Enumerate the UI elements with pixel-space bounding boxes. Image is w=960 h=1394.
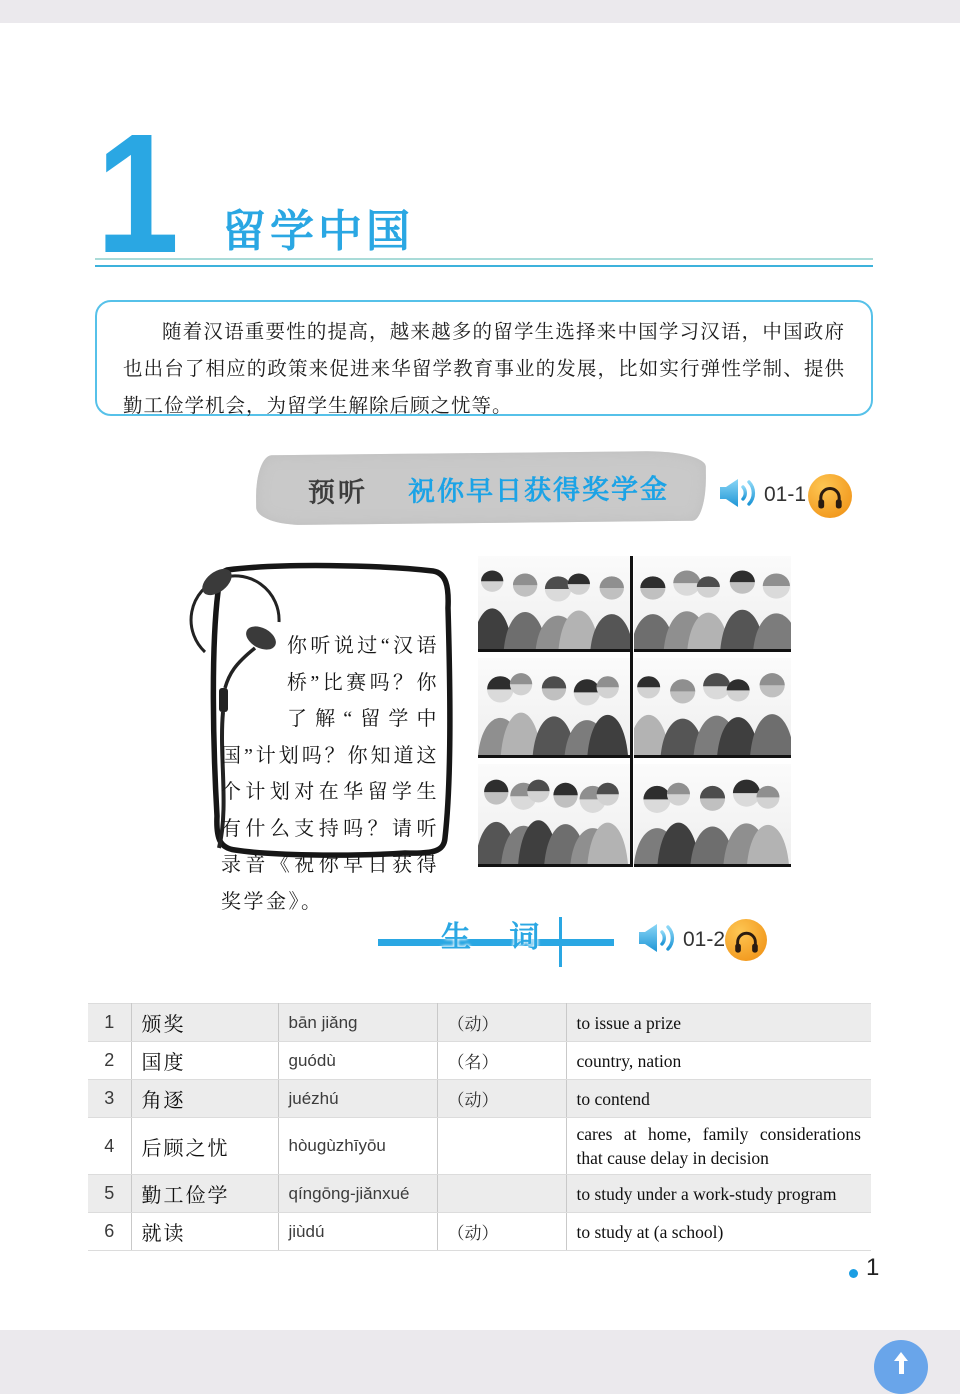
audio-track-label: 01-1	[764, 483, 807, 506]
headphones-icon[interactable]	[725, 919, 767, 961]
vocab-word: 后顾之忧	[131, 1118, 278, 1175]
table-row	[88, 1042, 871, 1080]
listening-prompt-text: 你听说过“汉语桥”比赛吗？你了解“留学中国”计划吗？你知道这个计划对在华留学生有什么支持吗？请听录音《祝你早日获得奖学金》。	[221, 635, 439, 913]
vocab-definition: to study under a work-study program	[566, 1175, 871, 1213]
vocab-word: 就读	[131, 1213, 278, 1251]
vocab-section-title: 生 词	[441, 921, 555, 954]
vocab-pinyin: hòugùzhīyōu	[278, 1118, 437, 1175]
textbook-page	[0, 23, 960, 1330]
vocab-pos: （动）	[437, 1213, 566, 1251]
vocab-pos: （动）	[437, 1004, 566, 1042]
vocab-definition: country, nation	[566, 1042, 871, 1080]
vocab-definition: to issue a prize	[566, 1004, 871, 1042]
page-number-dot	[849, 1269, 858, 1278]
table-row	[88, 1080, 871, 1118]
listening-prompt	[221, 628, 439, 920]
speaker-icon[interactable]	[636, 920, 678, 961]
chapter-number: 1	[96, 99, 180, 289]
vocab-number: 6	[88, 1213, 131, 1251]
vocab-definition: to contend	[566, 1080, 871, 1118]
audio-track-label: 01-2	[683, 928, 726, 951]
vocab-word: 勤工俭学	[131, 1175, 278, 1213]
vocab-table	[88, 1003, 871, 1251]
page-number: 1	[866, 1254, 880, 1281]
vocab-pinyin: jiùdú	[278, 1213, 437, 1251]
photo-students-giving-thumbs-up	[634, 556, 791, 652]
vocab-pos	[437, 1118, 566, 1175]
listening-prompt-box	[195, 556, 461, 913]
table-row	[88, 1004, 871, 1042]
vocab-word: 国度	[131, 1042, 278, 1080]
vocab-pinyin: bān jiǎng	[278, 1004, 437, 1042]
text-wrap-spacer	[221, 628, 287, 704]
header-divider	[95, 258, 873, 267]
vocab-pinyin: guódù	[278, 1042, 437, 1080]
photo-friends-hugging-group	[478, 658, 630, 758]
scroll-to-top-button[interactable]	[874, 1340, 928, 1394]
prelisten-banner	[256, 451, 707, 526]
vocab-pinyin: qíngōng-jiǎnxué	[278, 1175, 437, 1213]
vocab-number: 1	[88, 1004, 131, 1042]
table-row	[88, 1175, 871, 1213]
vocab-definition: to study at (a school)	[566, 1213, 871, 1251]
student-photo-collage	[478, 556, 791, 867]
prelisten-label: 预听	[307, 476, 369, 508]
photo-circle-of-smiling-faces	[478, 764, 630, 867]
vocab-pos	[437, 1175, 566, 1213]
prelisten-title: 祝你早日获得奖学金	[407, 473, 670, 507]
vocab-number: 3	[88, 1080, 131, 1118]
intro-box	[95, 300, 873, 416]
vocab-number: 5	[88, 1175, 131, 1213]
vocab-number: 4	[88, 1118, 131, 1175]
table-row	[88, 1118, 871, 1175]
photo-students-studying-together	[634, 764, 791, 867]
vocab-word: 角逐	[131, 1080, 278, 1118]
vocab-section-tick	[559, 917, 562, 967]
photo-students-sitting-with-books	[478, 556, 630, 652]
photo-friends-shoulder-to-shoulder	[634, 658, 791, 758]
vocab-pos: （动）	[437, 1080, 566, 1118]
speaker-icon[interactable]	[717, 475, 759, 516]
vocab-number: 2	[88, 1042, 131, 1080]
vocab-word: 颁奖	[131, 1004, 278, 1042]
table-row	[88, 1213, 871, 1251]
headphones-icon[interactable]	[808, 474, 852, 518]
intro-text: 随着汉语重要性的提高，越来越多的留学生选择来中国学习汉语，中国政府也出台了相应的政策来促进来华留学教育事业的发展，比如实行弹性学制、提供勤工俭学机会，为留学生解除后顾之忧等。	[123, 322, 845, 417]
vocab-pinyin: juézhú	[278, 1080, 437, 1118]
vocab-pos: （名）	[437, 1042, 566, 1080]
chapter-title: 留学中国	[222, 207, 414, 256]
vocab-definition: cares at home, family considerations that cause delay in decision	[566, 1118, 871, 1175]
